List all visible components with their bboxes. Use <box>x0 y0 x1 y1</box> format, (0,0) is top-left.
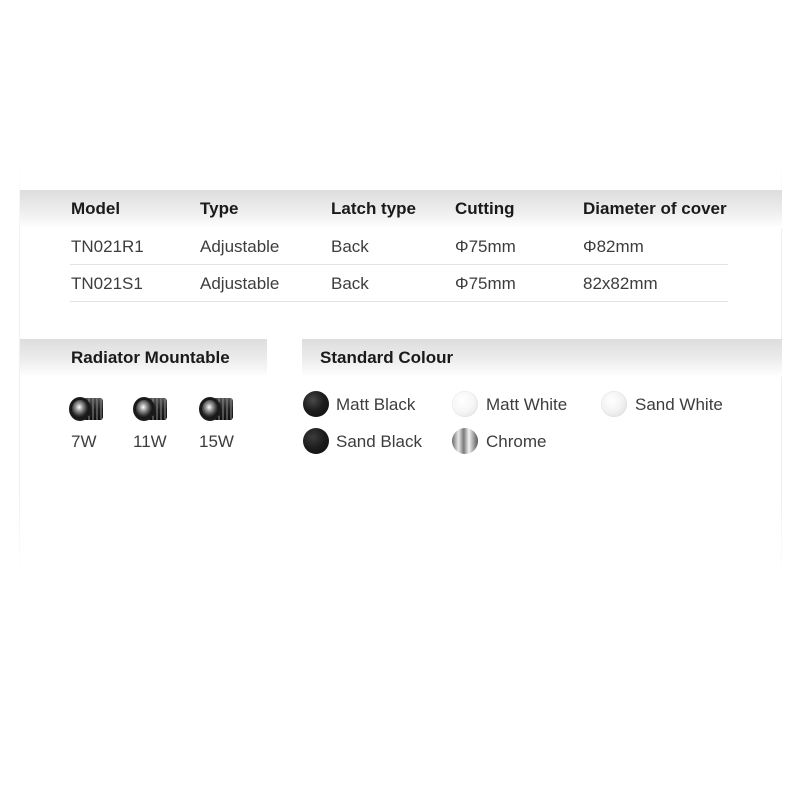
cell-latch-type: Back <box>331 237 369 256</box>
header-type: Type <box>200 199 239 218</box>
header-cutting: Cutting <box>455 199 515 218</box>
row-divider <box>70 301 728 302</box>
header-model: Model <box>71 199 121 218</box>
cell-diameter-of-cover: 82x82mm <box>583 274 658 293</box>
cell-type: Adjustable <box>200 237 280 256</box>
wattage-label: 7W <box>71 432 97 451</box>
radiator-mountable-title: Radiator Mountable <box>71 348 230 367</box>
cell-cutting: Φ75mm <box>455 237 516 256</box>
matt-white-swatch <box>452 391 478 417</box>
lamp-module-icon <box>67 393 105 425</box>
cell-latch-type: Back <box>331 274 369 293</box>
lamp-module-icon <box>197 393 235 425</box>
chrome-label: Chrome <box>486 432 547 451</box>
cell-cutting: Φ75mm <box>455 274 516 293</box>
lamp-module-icon <box>131 393 169 425</box>
chrome-swatch <box>452 428 478 454</box>
matt-black-swatch <box>303 391 329 417</box>
sand-white-swatch <box>601 391 627 417</box>
wattage-label: 11W <box>133 432 167 451</box>
cell-model: TN021S1 <box>71 274 143 293</box>
sand-white-label: Sand White <box>635 395 723 414</box>
matt-white-label: Matt White <box>486 395 568 414</box>
row-divider <box>70 264 728 265</box>
header-latch-type: Latch type <box>331 199 417 218</box>
cell-type: Adjustable <box>200 274 280 293</box>
sand-black-label: Sand Black <box>336 432 422 451</box>
matt-black-label: Matt Black <box>336 395 416 414</box>
wattage-label: 15W <box>199 432 234 451</box>
sand-black-swatch <box>303 428 329 454</box>
standard-colour-title: Standard Colour <box>320 348 454 367</box>
cell-model: TN021R1 <box>71 237 144 256</box>
cell-diameter-of-cover: Φ82mm <box>583 237 644 256</box>
header-diameter-of-cover: Diameter of cover <box>583 199 727 218</box>
